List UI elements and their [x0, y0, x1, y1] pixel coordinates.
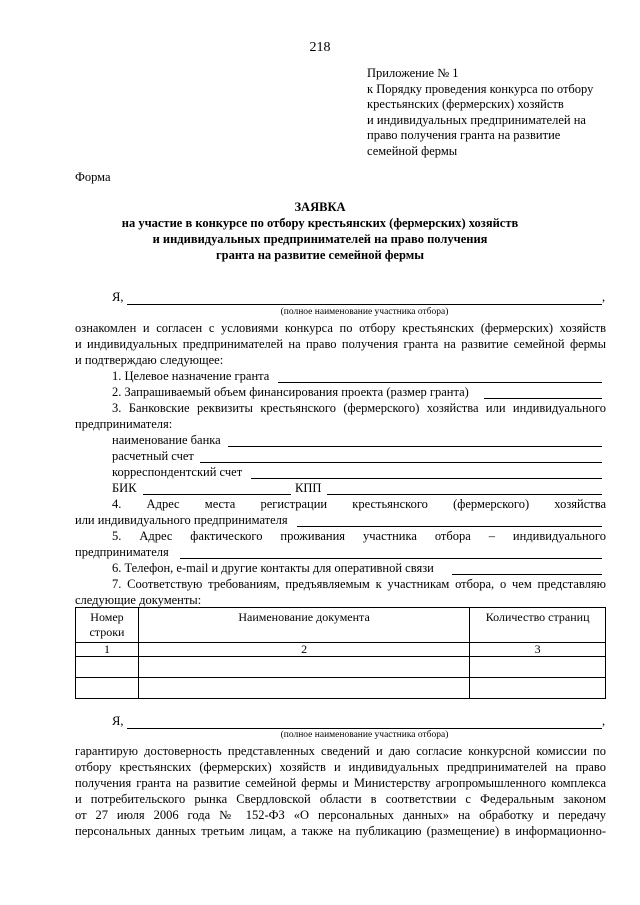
form-label: Форма: [75, 170, 111, 184]
table-cell[interactable]: [470, 657, 606, 678]
appendix-line: и индивидуальных предпринимателей на: [367, 112, 586, 127]
actual-address-label-cont: предпринимателя: [75, 545, 169, 559]
table-number-row: [76, 643, 606, 657]
correspondent-account-field[interactable]: [251, 478, 602, 479]
document-title: [0, 199, 640, 263]
page-number: 218: [309, 40, 331, 55]
table-row[interactable]: [76, 657, 606, 678]
settlement-account-label: расчетный счет: [112, 449, 194, 463]
consent-line: гарантирую достоверность представленных сведений и даю согласие конкурсной комиссии по: [75, 744, 606, 758]
title-line: гранта на развитие семейной фермы: [215, 248, 425, 262]
appendix-line: Приложение № 1: [367, 66, 459, 80]
kpp-field[interactable]: [327, 494, 602, 495]
applicant2-name-field[interactable]: [127, 728, 602, 729]
table-cell[interactable]: [138, 657, 469, 678]
documents-label: 7. Соответствую требованиям, предъявляемым к участникам отбора, о чем представляю: [112, 577, 606, 591]
bank-details-label: 3. Банковские реквизиты крестьянского (фермерского) хозяйства или индивидуального: [112, 401, 606, 415]
actual-address-field[interactable]: [180, 558, 602, 559]
consent-line: персональных данных третьим лицам, а также на публикацию (размещение) в информационно-: [75, 824, 606, 838]
table-cell[interactable]: [76, 657, 139, 678]
consent-line: получения гранта на развитие семейной фермы и Министерству агропромышленного комплекса: [75, 776, 606, 790]
applicant-caption: (полное наименование участника отбора): [280, 307, 449, 317]
applicant-name-field[interactable]: [127, 304, 602, 305]
intro-line: ознакомлен и согласен с условиями конкурса по отбору крестьянских (фермерских) хозяйств: [75, 321, 606, 335]
documents-table: [75, 607, 606, 699]
consent-line: от 27 июля 2006 года № 152-ФЗ «О персональных данных» на обработку и передачу: [75, 808, 606, 822]
table-row[interactable]: [76, 678, 606, 699]
actual-address-label: 5. Адрес фактического проживания участника отбора – индивидуального: [112, 529, 606, 543]
appendix-line: семейной фермы: [367, 143, 458, 158]
contacts-label: 6. Телефон, e-mail и другие контакты для оперативной связи: [112, 561, 434, 575]
reg-address-field[interactable]: [297, 526, 602, 527]
column-number: 1: [76, 643, 139, 657]
kpp-label: КПП: [295, 481, 322, 495]
correspondent-account-label: корреспондентский счет: [112, 465, 243, 479]
appendix-line: крестьянских (фермерских) хозяйств: [367, 97, 564, 111]
contacts-field[interactable]: [452, 574, 602, 575]
applicant2-suffix: ,: [602, 714, 606, 728]
amount-field[interactable]: [484, 398, 602, 399]
header-doc-name: Наименование документа: [138, 608, 469, 643]
documents-label-cont: следующие документы:: [75, 593, 202, 607]
header-page-count: Количество страниц: [470, 608, 606, 643]
applicant-prefix: Я,: [112, 290, 124, 304]
column-number: 2: [138, 643, 469, 657]
bank-details-label-cont: предпринимателя:: [75, 417, 173, 431]
settlement-account-field[interactable]: [200, 462, 602, 463]
consent-line: и потребительского рынка Свердловской области в соответствии с Федеральным законом: [75, 792, 606, 806]
table-cell[interactable]: [76, 678, 139, 699]
header-row-number: Номер строки: [76, 608, 139, 643]
reg-address-label-cont: или индивидуального предпринимателя: [75, 513, 288, 527]
intro-line: и индивидуальных предпринимателей на право получения гранта на развитие семейной фермы: [75, 337, 606, 351]
appendix-line: право получения гранта на развитие: [367, 128, 561, 142]
reg-address-label: 4. Адрес места регистрации крестьянского (фермерского) хозяйства: [112, 497, 606, 511]
purpose-label: 1. Целевое назначение гранта: [112, 369, 270, 383]
bik-field[interactable]: [143, 494, 291, 495]
applicant-suffix: ,: [602, 290, 606, 304]
bik-label: БИК: [112, 481, 137, 495]
title-line: и индивидуальных предпринимателей на право получения: [152, 232, 488, 246]
column-number: 3: [470, 643, 606, 657]
title-line: на участие в конкурсе по отбору крестьянских (фермерских) хозяйств: [121, 216, 519, 230]
consent-line: отбору крестьянских (фермерских) хозяйств и индивидуальных предпринимателей на право: [75, 760, 606, 774]
table-header-row: [76, 608, 606, 643]
bank-name-field[interactable]: [228, 446, 602, 447]
intro-line: и подтверждаю следующее:: [75, 353, 224, 367]
purpose-field[interactable]: [278, 382, 602, 383]
applicant2-prefix: Я,: [112, 714, 124, 728]
title-heading: ЗАЯВКА: [294, 200, 346, 214]
applicant2-caption: (полное наименование участника отбора): [280, 730, 449, 740]
appendix-line: к Порядку проведения конкурса по отбору: [367, 81, 594, 96]
table-cell[interactable]: [138, 678, 469, 699]
table-cell[interactable]: [470, 678, 606, 699]
bank-name-label: наименование банка: [112, 433, 221, 447]
appendix-note: [367, 66, 593, 159]
amount-label: 2. Запрашиваемый объем финансирования проекта (размер гранта): [112, 385, 469, 399]
